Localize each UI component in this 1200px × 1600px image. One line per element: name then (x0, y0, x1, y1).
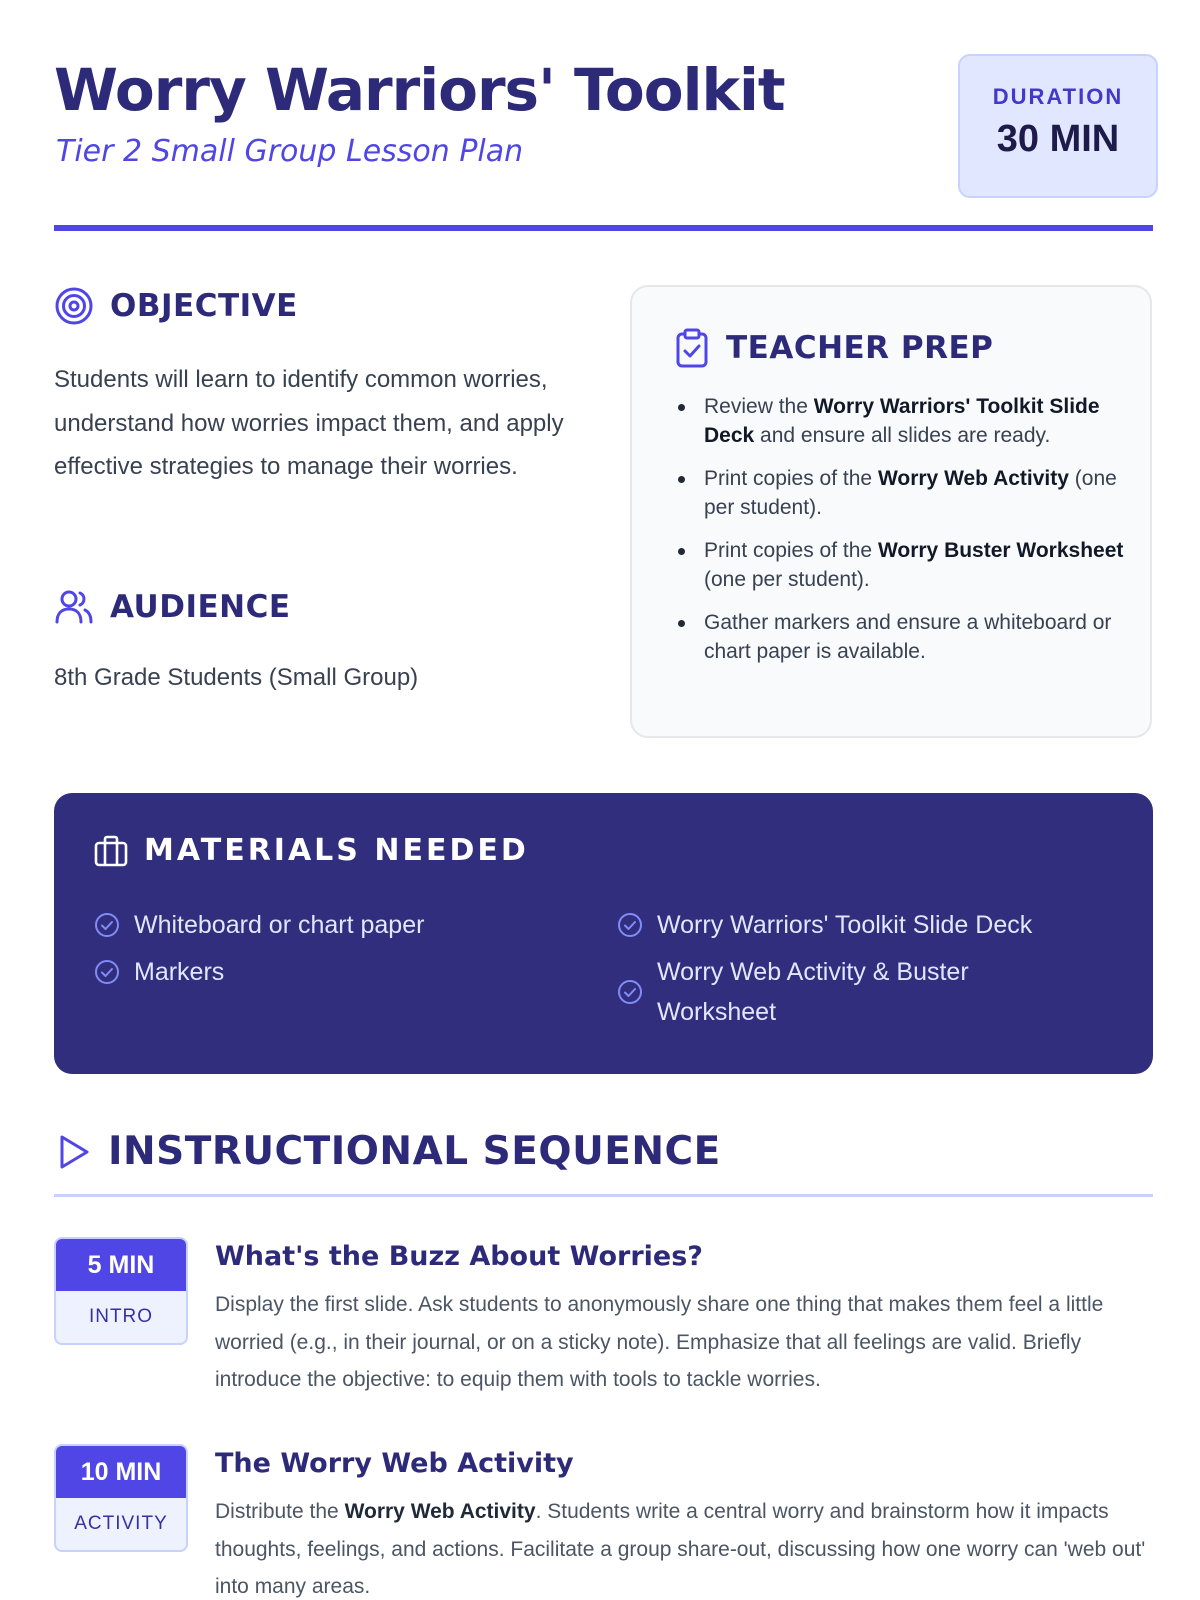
users-icon (54, 587, 94, 627)
step-description: Distribute the Worry Web Activity. Students write a central worry and brainstorm how it impacts thoughts, feelings, and actions. Facilitate a group share-out, discussing how one worry can 'web out' into many areas. (215, 1500, 1146, 1598)
target-icon (54, 286, 94, 326)
material-label: Worry Web Activity & Buster Worksheet (657, 958, 969, 1026)
step-badge (54, 1237, 188, 1345)
duration-badge (958, 54, 1158, 198)
materials-title: MATERIALS NEEDED (144, 833, 529, 868)
teacher-prep-list (704, 392, 1124, 680)
objective-text: Students will learn to identify common worries, understand how worries impact them, and apply effective strategies to manage their worries. (54, 366, 564, 480)
prep-item: Review the Worry Warriors' Toolkit Slide Deck and ensure all slides are ready. (704, 392, 1124, 450)
header-divider (54, 225, 1153, 231)
materials-heading (94, 833, 529, 868)
audience-text: 8th Grade Students (Small Group) (54, 664, 419, 691)
objective-title: OBJECTIVE (110, 288, 298, 324)
play-icon (56, 1132, 92, 1172)
audience-heading (54, 587, 291, 627)
sequence-divider (54, 1194, 1153, 1197)
step-time: 10 MIN (56, 1446, 186, 1498)
prep-item: Print copies of the Worry Buster Worksheet (one per student). (704, 536, 1124, 594)
sequence-title: INSTRUCTIONAL SEQUENCE (108, 1129, 721, 1174)
clipboard-check-icon (674, 328, 710, 368)
material-item (94, 905, 424, 945)
material-item (94, 952, 224, 992)
page-title: Worry Warriors' Toolkit (54, 56, 785, 124)
check-circle-icon (617, 912, 643, 938)
step-title: What's the Buzz About Worries? (215, 1241, 703, 1272)
step-time: 5 MIN (56, 1239, 186, 1291)
step-description: Display the first slide. Ask students to anonymously share one thing that makes them feel a little worried (e.g., in their journal, or on a sticky note). Emphasize that all feelings are valid. Briefly introduce the objective: to equip them with tools to tackle worries. (215, 1293, 1104, 1391)
duration-value: 30 MIN (996, 118, 1120, 160)
check-circle-icon (94, 912, 120, 938)
material-label: Markers (134, 958, 225, 986)
material-item (617, 952, 1037, 1032)
check-circle-icon (94, 959, 120, 985)
lesson-header (54, 54, 1146, 232)
duration-label: DURATION (992, 84, 1124, 109)
prep-item: Gather markers and ensure a whiteboard or chart paper is available. (704, 608, 1124, 666)
step-kind: ACTIVITY (74, 1513, 168, 1534)
prep-item: Print copies of the Worry Web Activity (one per student). (704, 464, 1124, 522)
material-label: Whiteboard or chart paper (134, 911, 425, 939)
objective-heading (54, 286, 298, 326)
step-kind: INTRO (88, 1306, 154, 1327)
teacher-prep-card (630, 285, 1152, 738)
audience-title: AUDIENCE (110, 589, 291, 625)
material-label: Worry Warriors' Toolkit Slide Deck (657, 911, 1033, 939)
check-circle-icon (617, 979, 643, 1005)
page-subtitle: Tier 2 Small Group Lesson Plan (56, 134, 524, 169)
material-item (617, 905, 1032, 945)
teacher-prep-title: TEACHER PREP (726, 330, 994, 366)
sequence-heading (56, 1129, 721, 1174)
teacher-prep-heading (674, 328, 993, 368)
briefcase-icon (94, 834, 128, 868)
step-title: The Worry Web Activity (215, 1448, 574, 1479)
materials-panel (54, 793, 1153, 1074)
step-badge (54, 1444, 188, 1552)
